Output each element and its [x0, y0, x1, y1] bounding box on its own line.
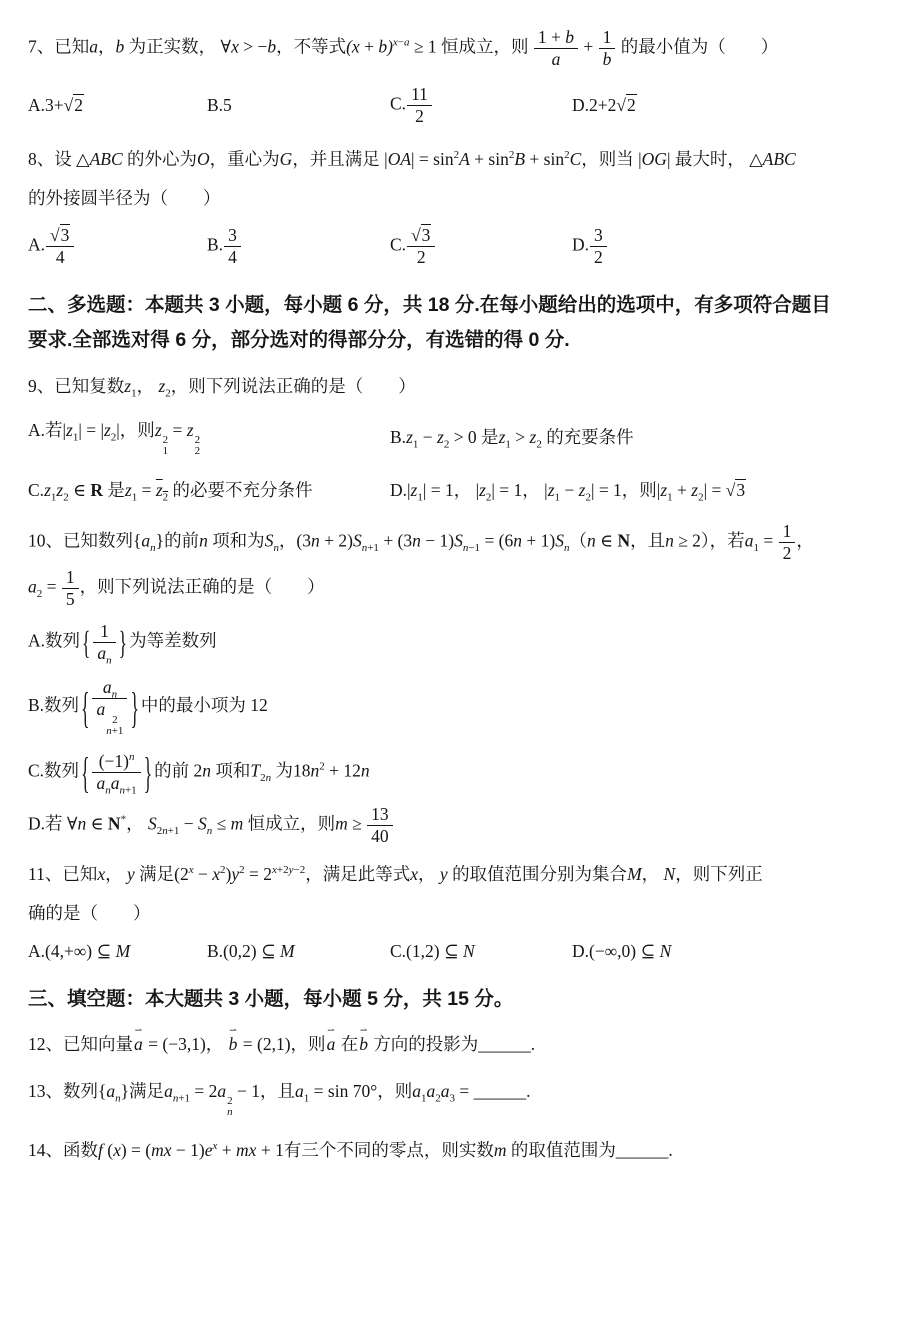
question-11-option-d: D.(−∞,0) ⊆ N: [572, 940, 672, 961]
question-8-stem-line2: 的外接圆半径为（ ）: [28, 187, 221, 208]
question-10-stem-line2: $a_2$ = $\frac{1}{5}$ ，则下列说法正确的是（ ）: [28, 566, 325, 609]
question-12: 12、已知向量 ⇀ a = (−3,1)， ⇀ b = (2,1)，则 ⇀ a 在 ⇀ b 方向的投影为______.: [28, 1025, 536, 1054]
question-7-stem: 7、已知a，b 为正实数， ∀x > −b，不等式$(x + b)^{x-a} \ge 1$ 恒成立，则 $\frac{1 + b}{a}$ + $\frac{1}{b}$ 的最小值为（ ）: [28, 27, 779, 69]
question-9-options-row1: [28, 417, 872, 457]
question-11-option-c: C.(1,2) ⊆ N: [390, 940, 475, 961]
question-9-option-b: $B.z_1 - z_2 > 0$ 是$z_1 > z_2$ 的充要条件: [390, 426, 634, 451]
question-11-stem-line2: 确的是（ ）: [28, 903, 151, 924]
question-8-option-a: A. $\frac{√3}{4}$: [28, 226, 207, 267]
question-10-option-d: D.若 ∀n ∈ N*， $S_{2n+1} - S_n \le m$ 恒成立，则m ≥ $\frac{13}{40}$: [28, 805, 872, 846]
question-7-option-c: C. $\frac{11}{2}$: [390, 85, 572, 126]
section-2-header-line1: 二、多选题：本题共 3 小题，每小题 6 分，共 18 分.在每小题给出的选项中，有多项符合题目: [28, 293, 831, 316]
question-10-option-c: C.数列 { $(-1)^n$ $a_na_{n+1}$ } 的前 2n 项和$T_{2n}$ 为$18n^2 + 12n$: [28, 746, 370, 797]
question-9-options-row2: [28, 477, 872, 503]
question-11-stem-line1: 11、已知x， y 满足$(2^x - x^2)y^2 = 2^{x+2y-2}$，满足此等式x， y 的取值范围分别为集合M， N，则下列正: [28, 864, 763, 885]
question-9-option-c: $C.z_1z_2$ ∈ R 是$z_1 = z_2$ 的必要不充分条件: [28, 479, 313, 504]
question-8-option-b: B. $\frac{3}{4}$: [207, 226, 390, 267]
question-9-stem: 9、已知复数$z_1$， $z_2$，则下列说法正确的是（ ）: [28, 376, 416, 400]
question-10-stem-line1: 10、已知数列$\{a_n\}$的前n 项和为$S_n$，$(3n + 2)S_{n+1} + (3n - 1)S_{n-1} = (6n + 1)S_n(n$ ∈ N，且n ≥ 2），若$a_1$ = $\frac{1}{2}$ ，: [28, 521, 814, 563]
question-7-option-d: D.2+2√2: [572, 95, 636, 116]
section-2-header-line2: 要求.全部选对得 6 分，部分选对的得部分分，有选错的得 0 分.: [28, 328, 570, 351]
question-8-option-c: C. $\frac{√3}{2}$: [390, 226, 572, 267]
question-8-stem-line1: 8、设 △ABC 的外心为O，重心为G，并且满足 $|OA| = \sin^2A + \sin^2B + \sin^2C$，则当 |OG| 最大时， △ABC: [28, 148, 796, 169]
question-7-options: [28, 85, 872, 126]
question-11-option-b: B.(0,2) ⊆ M: [207, 940, 295, 961]
question-9-option-a: A.若$|z_1| = |z_2|$，则z 2 1 = z 2 2: [28, 419, 201, 457]
question-13: 13、数列$\{a_n\}$满足$a_{n+1} = 2a$ 2 n − 1，且$a_1 = \sin 70^\circ$，则$a_1a_2a_3$ = ______.: [28, 1080, 531, 1119]
question-10-option-b: B.数列 { $a_n$ a 2 n+1 } 中的最小项为 12: [28, 677, 268, 737]
question-8-options: [28, 226, 872, 267]
question-10-option-a: A.数列 { $\frac{1}{a_n}$ } 为等差数列: [28, 620, 217, 667]
question-11-option-a: A.(4,+∞) ⊆ M: [28, 940, 131, 961]
question-8-option-d: D. $\frac{3}{2}$: [572, 226, 872, 267]
question-14: 14、函数f $(x) = (mx - 1)e^x$ + mx + 1有三个不同的零点，则实数m 的取值范围为______.: [28, 1140, 673, 1161]
question-9-option-d: $D.|z_1| = 1$， $|z_2| = 1$， $|z_1 - z_2| = 1$，则$|z_1 + z_2| = √3$: [390, 479, 746, 504]
question-7-option-b: B.5: [207, 95, 232, 116]
section-3-header: 三、填空题：本大题共 3 小题，每小题 5 分，共 15 分。: [28, 987, 514, 1010]
question-11-options: [28, 938, 872, 964]
question-7-option-a: A.3+√2: [28, 95, 83, 116]
